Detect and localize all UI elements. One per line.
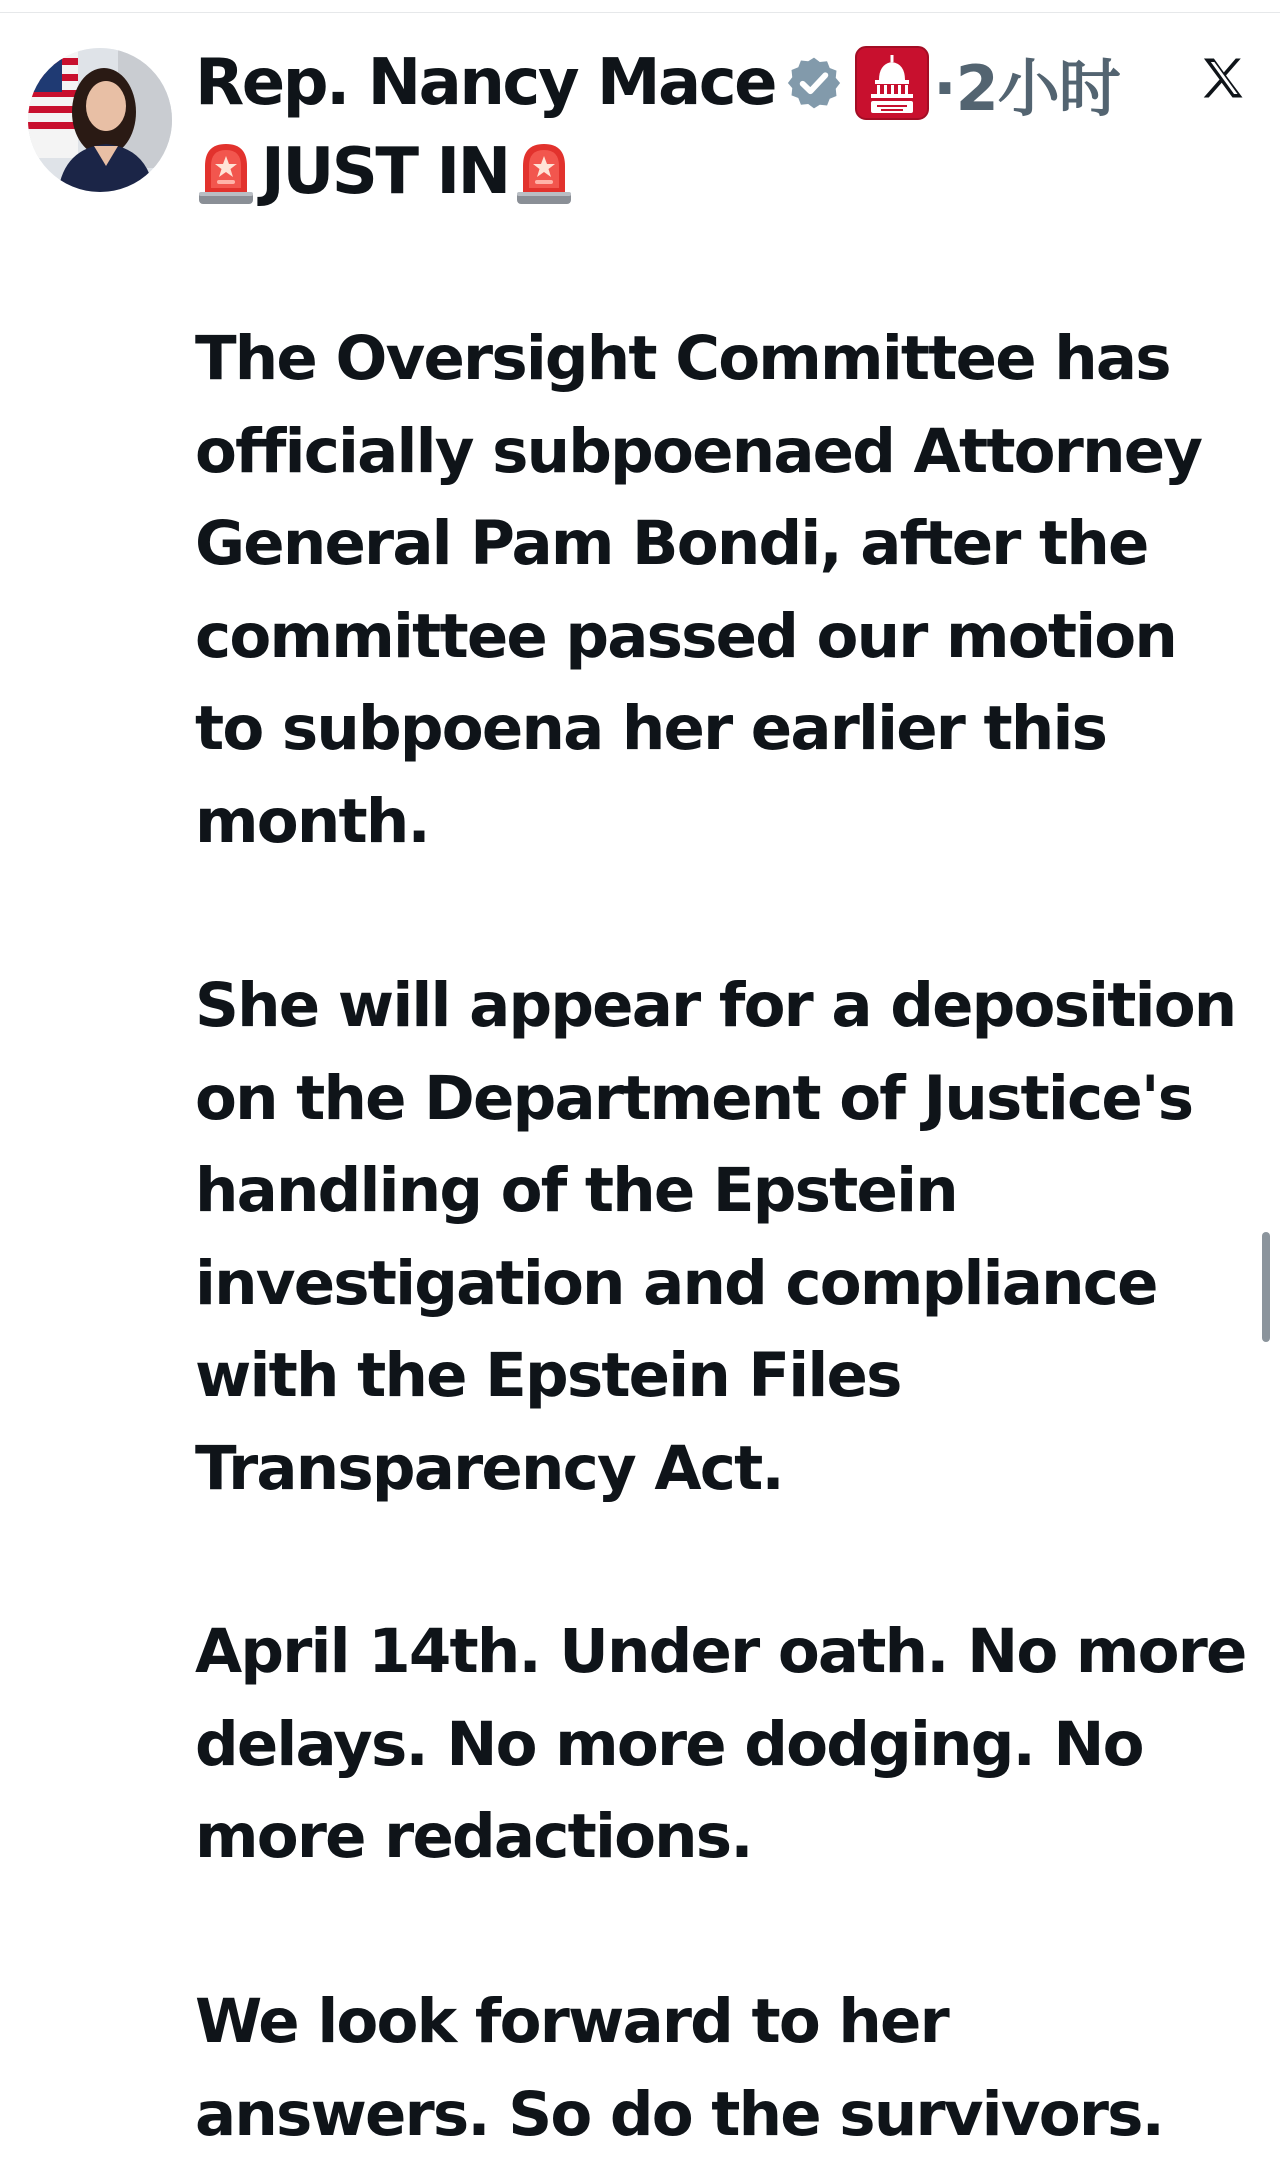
headline-text: JUST IN [261,135,509,209]
headline-row [195,133,575,211]
author-name[interactable]: Rep. Nancy Mace [195,46,776,120]
text-line: April 14th. Under oath. No more [195,1616,1246,1687]
text-line: The Oversight Committee has [195,323,1170,394]
text-line: more redactions. [195,1801,752,1872]
scrollbar-thumb[interactable] [1262,1232,1270,1342]
text-line: Transparency Act. [195,1432,783,1504]
text-line: delays. No more dodging. No [195,1708,1143,1780]
post-header [195,38,1255,128]
text-line: to subpoena her earlier this [195,693,1107,764]
text-line: on the Department of Justice's [195,1062,1193,1134]
text-line: committee passed our motion [195,600,1177,672]
house-gop-badge-icon[interactable] [855,46,929,120]
post-paragraph-2 [195,960,1235,1515]
post-paragraph-1 [195,313,1201,868]
post-timestamp[interactable]: ·2小时 [933,51,1120,125]
text-line: month. [195,785,429,857]
post-paragraph-3 [195,1606,1246,1884]
rotating-light-emoji-icon [513,136,575,208]
text-line: officially subpoenaed Attorney [195,415,1202,487]
author-avatar[interactable] [28,48,172,192]
rotating-light-emoji-icon [195,136,257,208]
top-divider [0,12,1280,13]
text-line: handling of the Epstein [195,1155,957,1226]
text-line: with the Epstein Files [195,1340,901,1411]
text-line: We look forward to her [195,1986,948,2057]
text-line: She will appear for a deposition [195,970,1236,1041]
verified-badge-icon[interactable] [785,54,843,112]
text-line: answers. So do the survivors. [195,2078,1164,2150]
x-logo-icon[interactable] [1196,52,1250,104]
post-paragraph-4 [195,1976,1163,2161]
text-line: investigation and compliance [195,1247,1157,1319]
text-line: General Pam Bondi, after the [195,508,1148,579]
